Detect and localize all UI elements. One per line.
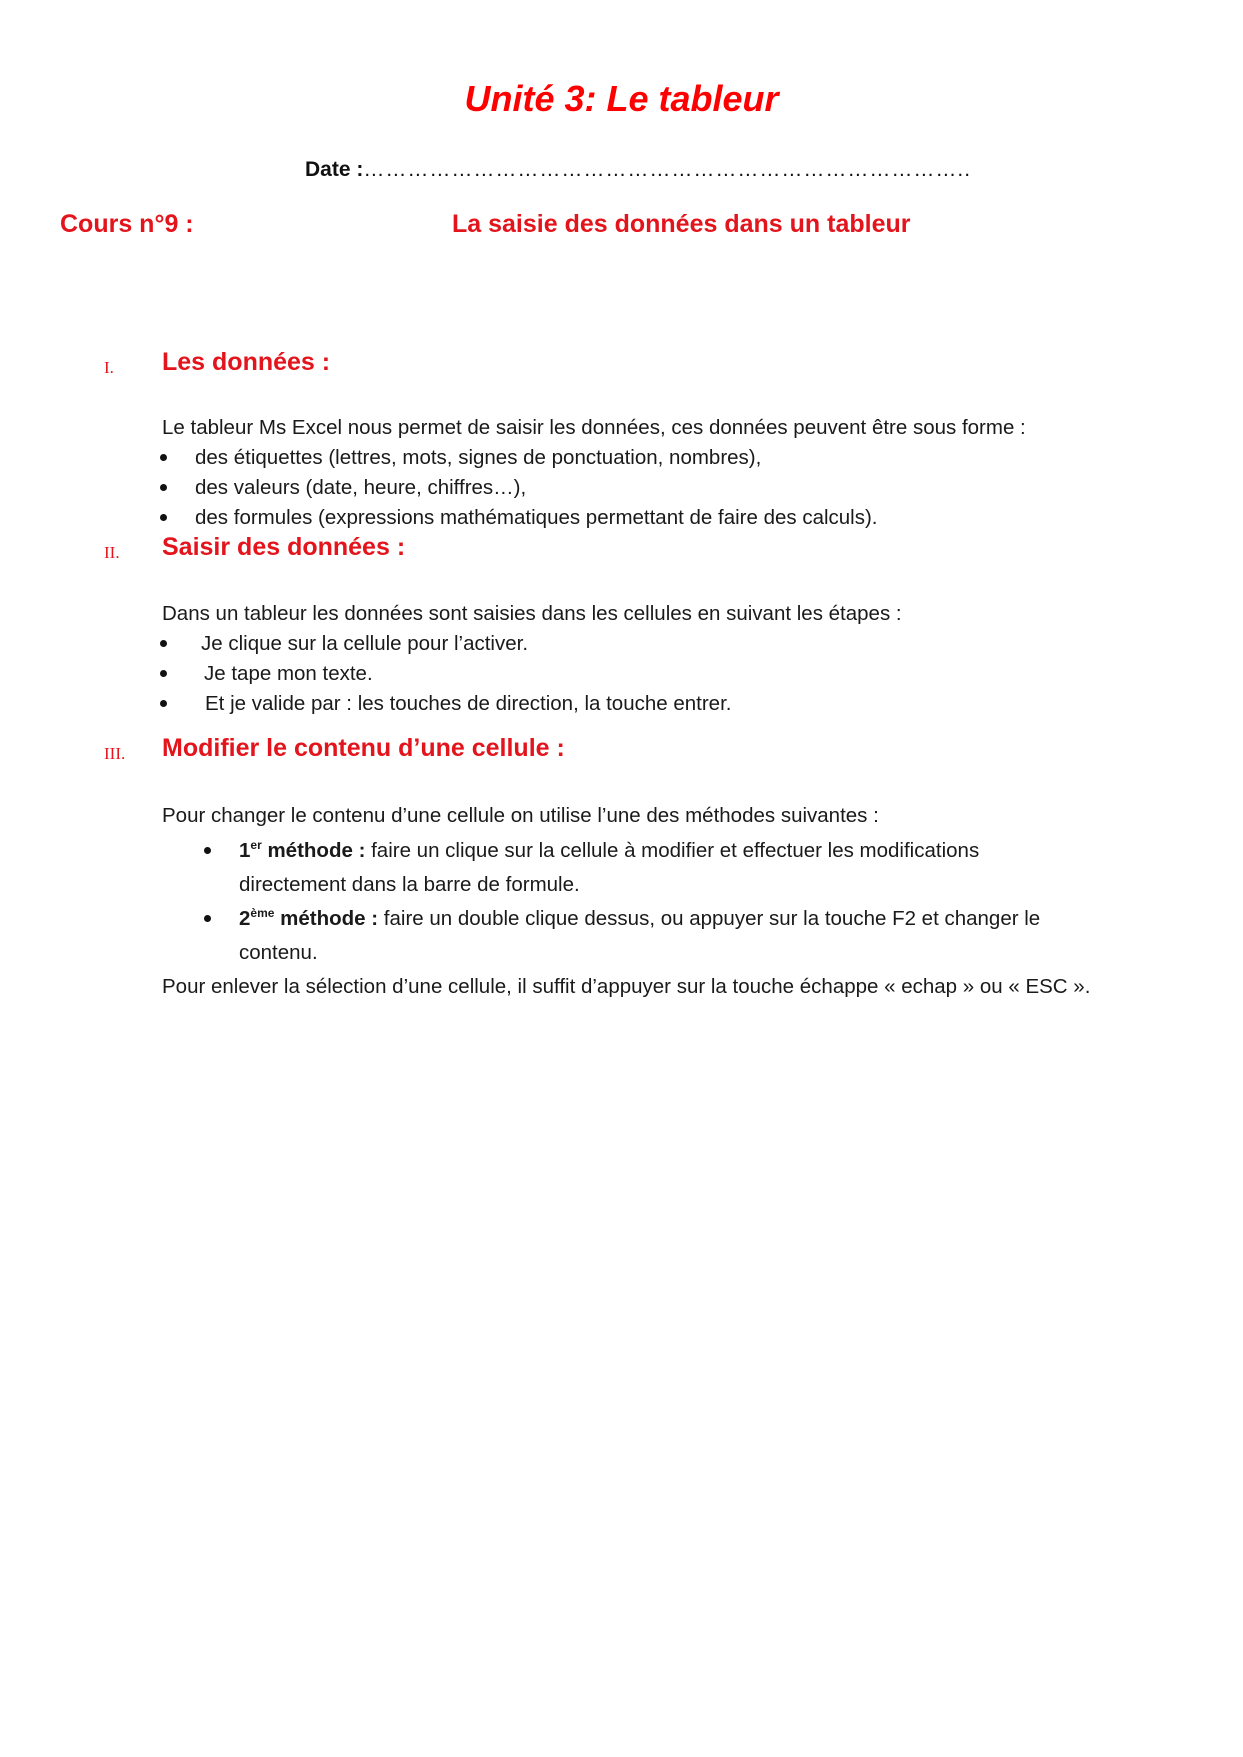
section-3-number: III.	[104, 744, 126, 763]
section-2-title: Saisir des données :	[162, 533, 406, 561]
section-1-number: I.	[104, 358, 114, 377]
section-1-title: Les données :	[162, 348, 331, 376]
list-item-text: Je clique sur la cellule pour l’activer.	[201, 632, 529, 655]
course-number: Cours n°9 :	[60, 210, 194, 238]
method-1-label: méthode :	[261, 839, 366, 862]
section-3-outro: Pour enlever la sélection d’une cellule, il suffit d’appuyer sur la touche échappe « echap » ou « ESC ».	[162, 975, 1091, 998]
method-2-text: faire un double clique dessus, ou appuyer sur la touche F2 et changer le	[378, 907, 1041, 930]
date-line	[305, 158, 971, 182]
method-2-line-2: contenu.	[239, 941, 318, 964]
method-1-number: 1	[239, 839, 251, 862]
method-1-line-2: directement dans la barre de formule.	[239, 873, 580, 896]
list-item-text: des formules (expressions mathématiques permettant de faire des calculs).	[195, 506, 878, 529]
bullet-icon	[204, 915, 211, 922]
bullet-icon	[160, 640, 167, 647]
bullet-icon	[160, 670, 167, 677]
course-title: La saisie des données dans un tableur	[452, 210, 911, 238]
section-1-intro: Le tableur Ms Excel nous permet de saisir les données, ces données peuvent être sous forme :	[162, 416, 1026, 439]
date-label: Date :	[305, 158, 364, 181]
list-item-text: Et je valide par : les touches de direction, la touche entrer.	[205, 692, 732, 715]
method-2-line-1	[239, 907, 1040, 931]
section-2-intro: Dans un tableur les données sont saisies dans les cellules en suivant les étapes :	[162, 602, 902, 625]
list-item-text: des étiquettes (lettres, mots, signes de ponctuation, nombres),	[195, 446, 762, 469]
section-3-title: Modifier le contenu d’une cellule :	[162, 734, 565, 762]
method-1-superscript: er	[250, 838, 262, 853]
list-item-text: Je tape mon texte.	[204, 662, 373, 685]
bullet-icon	[160, 484, 167, 491]
method-2-label: méthode :	[274, 907, 379, 930]
page-title: Unité 3: Le tableur	[464, 78, 779, 119]
method-1-text: faire un clique sur la cellule à modifier et effectuer les modifications	[365, 839, 980, 862]
list-item-text: des valeurs (date, heure, chiffres…),	[195, 476, 527, 499]
section-2-number: II.	[104, 543, 120, 562]
bullet-icon	[160, 454, 167, 461]
section-3-intro: Pour changer le contenu d’une cellule on utilise l’une des méthodes suivantes :	[162, 804, 879, 827]
bullet-icon	[204, 847, 211, 854]
bullet-icon	[160, 700, 167, 707]
method-2-number: 2	[239, 907, 251, 930]
bullet-icon	[160, 514, 167, 521]
date-fill-dots: ………………………………………………………………………..	[363, 158, 972, 181]
method-2-superscript: ème	[250, 906, 275, 921]
method-1-line-1	[239, 839, 979, 863]
